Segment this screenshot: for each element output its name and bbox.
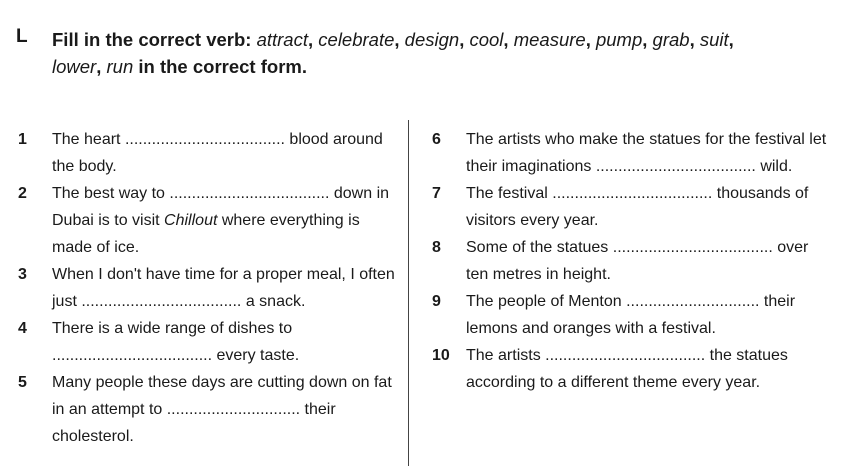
question-number: 1 <box>18 131 27 148</box>
question-item: 2 The best way to .................................... down in Dubai is to visit Chillout where everything is made of ice. <box>18 180 403 261</box>
place-name: Chillout <box>164 212 218 229</box>
question-number: 6 <box>432 131 441 148</box>
question-item: 5 Many people these days are cutting down on fat in an attempt to .............................. their cholesterol. <box>18 369 403 450</box>
question-number: 9 <box>432 293 441 310</box>
question-number: 10 <box>432 347 450 364</box>
question-item: 7 The festival .................................... thousands of visitors every year. <box>432 180 832 234</box>
exercise-letter: L <box>16 26 28 47</box>
verb-option: grab <box>652 29 690 50</box>
question-item: 10 The artists .................................... the statues according to a different theme every year. <box>432 342 832 396</box>
verb-option: measure <box>513 29 586 50</box>
question-item: 8 Some of the statues .................................... over ten metres in height. <box>432 234 832 288</box>
question-number: 7 <box>432 185 441 202</box>
exercise-instruction: Fill in the correct verb: attract, celebrate, design, cool, measure, pump, grab, suit, lower, run in the correct form. <box>52 29 734 77</box>
answer-blank[interactable]: .............................. <box>166 401 301 418</box>
question-number: 8 <box>432 239 441 256</box>
question-item: 3 When I don't have time for a proper meal, I often just .................................... a snack. <box>18 261 403 315</box>
question-item: 9 The people of Menton .............................. their lemons and oranges with a festival. <box>432 288 832 342</box>
verb-option: run <box>106 56 134 77</box>
answer-blank[interactable]: .................................... <box>52 347 213 364</box>
question-item: 4 There is a wide range of dishes to .................................... every taste. <box>18 315 403 369</box>
question-item: 1 The heart .................................... blood around the body. <box>18 126 403 180</box>
verb-option: design <box>404 29 460 50</box>
question-number: 5 <box>18 374 27 391</box>
answer-blank[interactable]: .................................... <box>545 347 706 364</box>
answer-blank[interactable]: .................................... <box>612 239 773 256</box>
verb-option: attract <box>256 29 308 50</box>
left-column <box>18 126 403 450</box>
verb-option: suit <box>699 29 729 50</box>
answer-blank[interactable]: .................................... <box>124 131 285 148</box>
question-number: 4 <box>18 320 27 337</box>
answer-blank[interactable]: .................................... <box>81 293 242 310</box>
verb-option: celebrate <box>318 29 395 50</box>
verb-option: lower <box>52 56 97 77</box>
instruction-lead: Fill in the correct verb: <box>52 29 252 50</box>
column-divider <box>408 120 409 466</box>
question-number: 3 <box>18 266 27 283</box>
verb-option: cool <box>469 29 504 50</box>
answer-blank[interactable]: .................................... <box>552 185 713 202</box>
right-column <box>432 126 832 396</box>
question-number: 2 <box>18 185 27 202</box>
instruction-tail: in the correct form. <box>138 56 307 77</box>
answer-blank[interactable]: .................................... <box>169 185 330 202</box>
answer-blank[interactable]: .............................. <box>626 293 760 310</box>
verb-option: pump <box>595 29 643 50</box>
question-item: 6 The artists who make the statues for the festival let their imaginations .................................... wild. <box>432 126 832 180</box>
answer-blank[interactable]: .................................... <box>595 158 756 175</box>
